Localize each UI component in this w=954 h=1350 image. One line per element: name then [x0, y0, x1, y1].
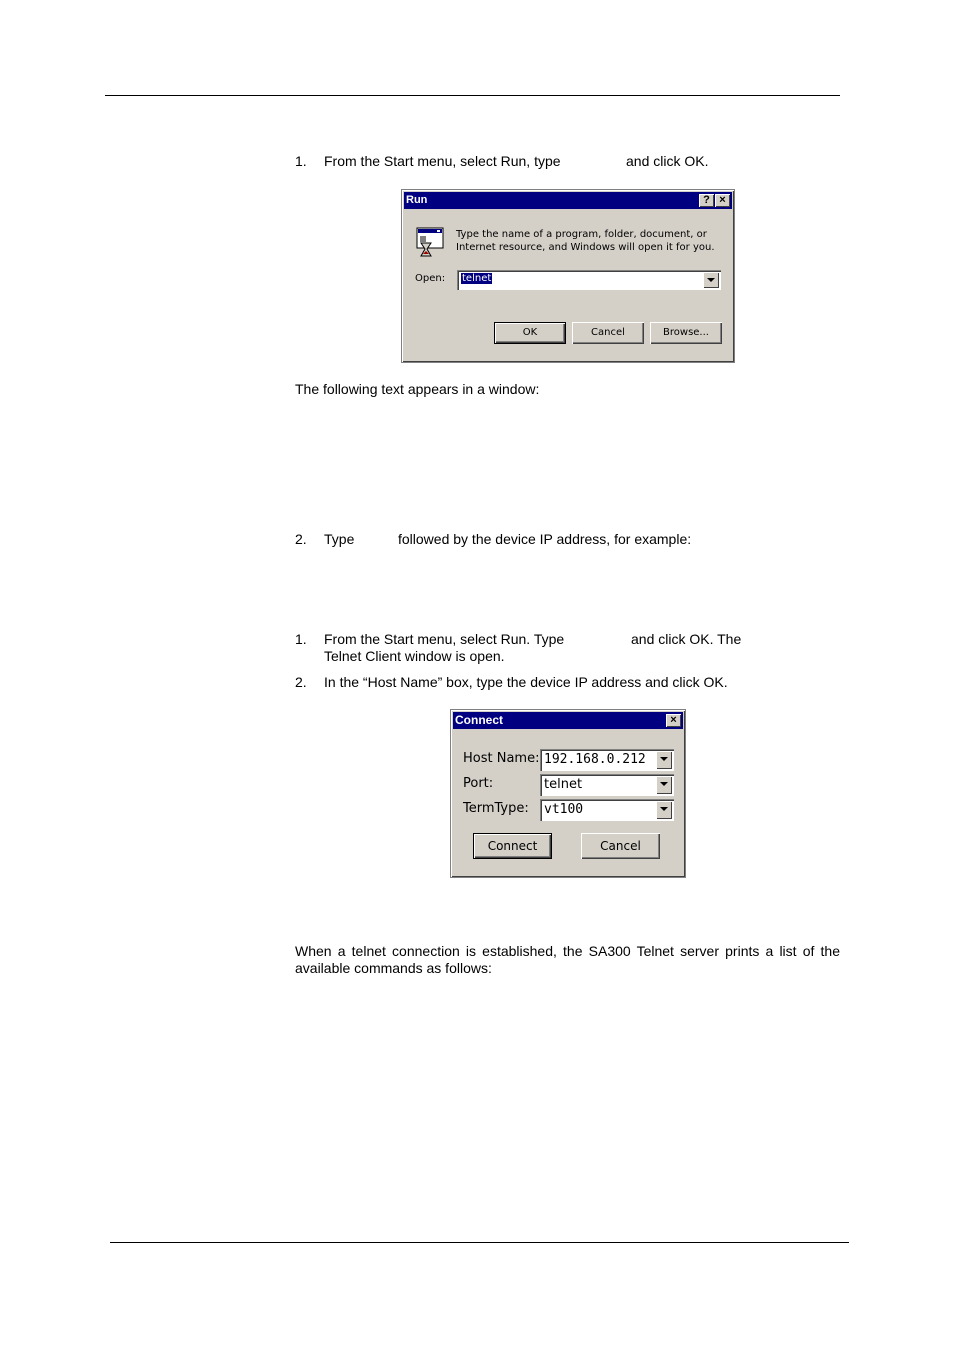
host-name-combobox[interactable] [540, 749, 674, 771]
termtype-label: TermType: [463, 801, 529, 816]
help-button[interactable]: ? [699, 194, 714, 207]
connect-dialog [450, 709, 686, 878]
step-text-tail: and click OK. [626, 153, 709, 169]
cancel-button[interactable]: Cancel [581, 833, 660, 859]
termtype-dropdown-arrow-icon[interactable] [656, 801, 672, 819]
header-rule [105, 95, 840, 96]
connect-dialog-titlebar [453, 712, 683, 729]
cancel-button[interactable]: Cancel [572, 322, 644, 344]
port-label: Port: [463, 776, 494, 791]
step-text-line2: Telnet Client window is open. [324, 648, 505, 664]
step-number: 1. [295, 153, 307, 169]
browse-button[interactable]: Browse... [650, 322, 722, 344]
open-input-value[interactable]: telnet [462, 273, 492, 284]
step-text: From the Start menu, select Run. Type [324, 631, 565, 647]
run-prompt-line1: Type the name of a program, folder, document, or [456, 229, 707, 240]
step-number: 2. [295, 531, 307, 547]
port-value[interactable]: telnet [544, 777, 583, 792]
footer-rule [110, 1242, 849, 1243]
step-text-tail: and click OK. The [631, 631, 742, 647]
run-prompt-line2: Internet resource, and Windows will open it for you. [456, 242, 715, 253]
close-button[interactable]: × [666, 714, 681, 727]
run-dialog [401, 189, 735, 363]
termtype-value[interactable]: vt100 [544, 802, 584, 817]
host-name-dropdown-arrow-icon[interactable] [656, 751, 672, 769]
step-text: Type [324, 531, 355, 547]
step-number: 2. [295, 674, 307, 690]
step-text-tail: followed by the device IP address, for example: [398, 531, 692, 547]
open-dropdown-arrow-icon[interactable] [703, 272, 719, 288]
step-text: In the “Host Name” box, type the device IP address and click OK. [324, 674, 728, 690]
open-label: Open: [415, 273, 446, 284]
close-button[interactable]: × [715, 194, 730, 207]
run-dialog-title: Run [406, 194, 428, 206]
host-name-value[interactable]: 192.168.0.212 [544, 752, 646, 767]
port-combobox[interactable] [540, 774, 674, 796]
step-text: From the Start menu, select Run, type [324, 153, 561, 169]
step-number: 1. [295, 631, 307, 647]
ok-button[interactable]: OK [494, 322, 566, 344]
port-dropdown-arrow-icon[interactable] [656, 776, 672, 794]
host-name-label: Host Name: [463, 751, 540, 766]
open-combobox[interactable] [457, 270, 721, 290]
termtype-combobox[interactable] [540, 799, 674, 821]
connect-button[interactable]: Connect [473, 833, 552, 859]
run-program-icon [415, 227, 445, 259]
appears-text: The following text appears in a window: [295, 381, 540, 397]
connect-dialog-title: Connect [455, 713, 503, 727]
run-dialog-titlebar [404, 192, 732, 209]
closing-paragraph: When a telnet connection is established, the SA300 Telnet server prints a list of the available commands as follows: [295, 943, 840, 976]
